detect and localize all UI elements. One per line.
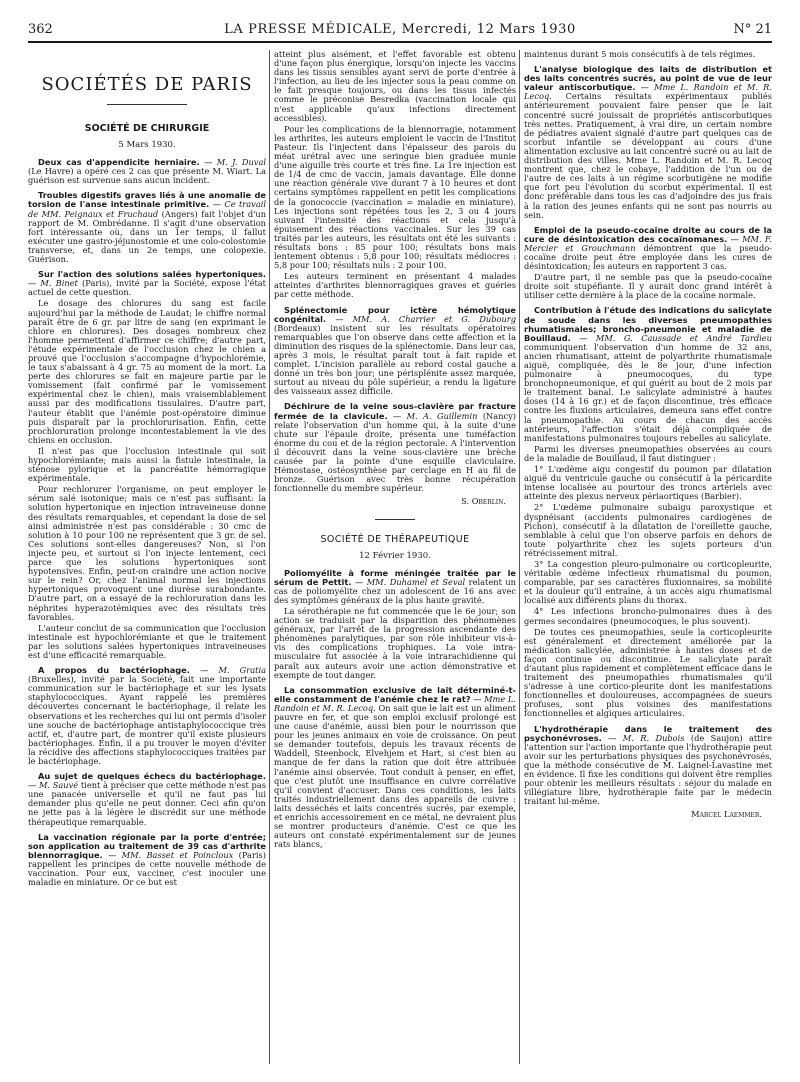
article-authors: — M. J. Duval — [204, 157, 266, 168]
article — [274, 686, 516, 850]
paragraph: maintenus durant 5 mois consécutifs à de tels régimes. — [524, 50, 756, 59]
paragraph: La sérothérapie ne fut commencée que le 6e jour; son action se traduisit par la disparition des phénomènes généraux, par l'arrêt de la progression ascendante des phénomènes paralytiques, par son rôle inhibiteur vis-à-vis des complications trophiques. La voie intra-musculaire fut associée à la voie intrarachidienne qui paraît aux auteurs avoir une action démonstrative et exempte de tout danger. — [274, 605, 516, 680]
issue-number: N° 21 — [733, 22, 772, 37]
session-date: 12 Février 1930. — [359, 550, 431, 561]
article-authors: — Ce travail de MM. Peignaux et Fruchaud — [28, 199, 266, 219]
section-title: SOCIÉTÉ DE CHIRURGIE — [84, 123, 210, 134]
article-body: (Paris) rappellent les principes de cette nouvelle méthode de vaccination. Pour eux, vacciner, c'est inoculer une maladie en miniature. Or ce but est — [28, 849, 266, 888]
signature: Marcel Laemmer. — [691, 809, 762, 820]
article-title: L'analyse biologique des laits de distribution et des laits concentrés sucrés, au point de vue de leur valeur antiscorbutique. — [524, 64, 772, 93]
article-authors: — MM. G. Caussade et André Tardieu — [579, 332, 772, 343]
paragraph: Il n'est pas que l'occlusion intestinale qui soit hypochlorémiante; mais aussi la fistule intestinale, la sténose pylorique et la pancréatite hémorragique expérimentale. — [28, 445, 266, 484]
list-item: 2° L'œdème pulmonaire subaigu paroxystique et dyspnéisant (accidents pulmonaires cardiogènes de Pichon), consécutif à la dilatation de l'oreillette gauche, semblable à celui que l'on observe parfois en dehors de toute polyarthrite chez les sujets porteurs d'un rétrécissement mitral. — [524, 502, 772, 558]
article-body: tient à préciser que cette méthode n'est pas une panacée universelle et qu'il ne faut pas lui demander plus qu'elle ne peut donner. Ceci afin qu'on ne jette pas à la légère le discrédit sur une méthode thérapeutique remarquable. — [28, 780, 266, 827]
article-authors: — M. Gratia — [200, 665, 266, 676]
article-body: (Angers) fait l'objet d'un rapport de M. Ombrédanne. Il s'agit d'une observation fort intéressante où, dans un 1er temps, il fallut exécuter une gastro-jéjunostomie et une colo-colostomie transverse, et, dans un 2e temps, une colopexie. Guérison. — [28, 208, 266, 265]
paragraph: Pour les complications de la blennorragie, notamment les arthrites, les auteurs emploient le vaccin de l'Institut Pasteur. Ils l'injectent dans l'épaisseur des parois du méat urétral avec une seringue bien graduée munie d'une aiguille très courte et très fine. La 1re injection est de 1/4 de cmc de vaccin, jamais davantage. Elle donne une réaction générale vive durant 7 à 10 heures et dont certains symptômes rappellent en petit les complications de la gonococcie (vaccination = maladie en miniature). Les injections sont répétées tous les 2, 3 ou 4 jours suivant l'intensité des réactions et cela jusqu'à épuisement des réactions vaccinales. Sur les 39 cas traités par les auteurs, les résultats ont été les suivants : résultats bons : 85 pour 100; résultats bons mais lentement obtenus : 5,8 pour 100; résultats médiocres : 5,8 pour 100; résultats nuls : 2 pour 100. — [274, 123, 516, 271]
article-body: (Nancy) relate l'observation d'un homme qui, à la suite d'une chute sur l'épaule droite, présenta une tuméfaction énorme du cou et de la région pectorale. A l'intervention il découvrit dans la veine sous-clavière une brèche causée par la pointe d'une esquille claviculaire. Hémostase, ostéosynthèse par cerclage en H au fil de bronze. Guérison avec très bonne récupération fonctionnelle du membre supérieur. — [274, 410, 516, 494]
page-header — [28, 20, 772, 40]
list-item: 3° La congestion pleuro-pulmonaire ou corticopleurite, véritable œdème infectieux rhumatismal du poumon, comparable, par ses caractères fluxionnaires, sa mobilité et la douleur qu'il entraîne, à un accès aigu rhumatismal localisé aux différents plans du thorax. — [524, 558, 772, 606]
title-rule — [107, 104, 187, 105]
article-authors: — MM. A. Charrier et G. Dubourg — [335, 313, 516, 324]
article — [524, 65, 772, 220]
article-authors: — MM. F. Mercier et Grouchmann — [524, 233, 772, 253]
article-authors: — MM. Duhamel et Seval — [354, 576, 466, 587]
article-title: Splénectomie pour ictère hémolytique congénital. — [274, 304, 516, 324]
article-authors: — M. R. Dubois — [608, 732, 685, 743]
section-title: SOCIÉTÉ DE THÉRAPEUTIQUE — [320, 533, 470, 545]
article-body: Certains résultats expérimentaux publiés antérieurement pouvaient faire penser que le lait concentré sucré jouissait de propriétés antiscorbutiques très nettes. Pratiquement, à vrai dire, un certain nombre de pédiatres avaient signalé d'autre part quelques cas de scorbut infantile se développant au cours d'une alimentation exclusive au lait concentré sucré ou au lait de distribution des villes. Mme L. Randoin et M. R. Lecoq montrent que, chez le cobaye, l'addition de l'un ou de l'autre de ces laits à un régime scorbutigène ne modifie que fort peu l'évolution du scorbut expérimental. Il est donc préférable dans tous les cas d'adjoindre des jus frais à la ration des jeunes enfants qui ne sont pas nourris au sein. — [524, 91, 772, 220]
paragraph: Les auteurs terminent en présentant 4 malades atteintes d'arthrites blennorragiques graves et guéries par cette méthode. — [274, 271, 516, 300]
article — [274, 569, 516, 605]
main-title: SOCIÉTÉS DE PARIS — [41, 74, 253, 95]
article-body: On sait que le lait est un aliment pauvre en fer, et que son emploi exclusif prolongé est une cause d'anémie, aussi bien pour le nourrisson que pour les jeunes animaux en voie de croissance. On peut se demander toutefois, depuis les travaux récents de Waddell, Steenbock, Elvehjem et Hart, si c'est bien au manque de fer dans la ration que doit être attribuée l'anémie ainsi observée. Tout conduit à penser, en effet, que c'est plutôt une insuffisance en cuivre corrélative qu'il convient d'accuser. Dans ces conditions, les laits traités industriellement dans des appareils de cuivre : laits desséchés et laits concentrés sucrés, par exemple, et enrichis accessoirement en ce métal, ne devraient plus se montrer producteurs d'anémie. C'est ce que les auteurs ont constaté expérimentalement sur de jeunes rats blancs, — [274, 702, 516, 850]
signature: S. Oberlin. — [461, 496, 506, 507]
article-body: relatent un cas de poliomyélite chez un adolescent de 16 ans avec des symptômes généraux de la plus haute gravité. — [274, 576, 516, 605]
article-title: A propos du bactériophage. — [38, 665, 190, 676]
article-title: La vaccination régionale par la porte d'entrée; son application au traitement de 39 cas d'arthrite blennorragique. — [28, 831, 266, 860]
column-separator — [519, 50, 520, 1064]
article-authors: — Mme L. Randoin et M. R. Lecoq. — [524, 82, 772, 102]
column-2 — [274, 50, 516, 1064]
paragraph: Parmi les diverses pneumopathies observées au cours de la maladie de Bouillaud, il faut distinguer : — [524, 443, 772, 463]
list-item: 1° L'œdème aigu congestif du poumon par dilatation aiguë du ventricule gauche ou consécutif à la péricardite intense localisée au pourtour des troncs artériels avec atteinte des plexus nerveux périaortiques (Barbier). — [524, 464, 772, 502]
paragraph: atteint plus aisément, et l'effet favorable est obtenu d'une façon plus énergique, lorsqu'on injecte les vaccins dans les tissus sensibles ayant servi de porte d'entrée à l'infection, au lieu de les injecter sous la peau comme on le fait presque toujours, ou dans les tissus infectés comme le préconise Besredka (vaccination locale qui n'est applicable qu'aux infections directement accessibles). — [274, 50, 516, 123]
article-authors: — M. Sauvé — [28, 780, 79, 791]
column-3 — [524, 50, 772, 1064]
article-title: Contribution à l'étude des indications du salicylate de soude dans les diverses pneumopathies rhumatismales; broncho-pneumonie et maladie de Bouillaud. — [524, 305, 772, 343]
article-body: (Bordeaux) insistent sur les résultats opératoires remarquables que l'on observe dans cette affection et la diminution des risques de la splénectomie. Dans leur cas, après 3 mois, le résultat paraît tout à fait rapide et complet. L'incision parallèle au rebord costal gauche a donné un très bon jour; une périsplénite assez marquée, surtout au niveau du pôle supérieur, a rendu la ligature des vaisseaux assez difficile. — [274, 322, 516, 397]
article-authors: — M. Binet — [28, 278, 78, 289]
paragraph: Pour rechlorurer l'organisme, on peut employer le sérum salé isotonique; mais ce n'est pas suffisant: la solution hypertonique en injection intraveineuse donne des résultats remarquables, et cependant la dose de sel ainsi administrée n'est pas considérable : 30 cmc de solution à 10 pour 100 ne représentent que 3 gr. de sel. Ces solutions sont-elles dangereuses? Non, si l'on injecte peu, et surtout si l'on injecte lentement, ceci parce que les solutions hypertoniques sont hypotensives. Enfin, peut-on craindre une action nocive sur le rein? Or, chez l'animal normal les injections hypertoniques provoquent une diurèse surabondante. D'autre part, on a essayé de la rechloruration dans les néphrites hyperazotémiques avec des résultats très favorables. — [28, 484, 266, 622]
article-authors: — M. A. Guillemin — [392, 410, 478, 421]
article — [524, 725, 772, 807]
article-title: Deux cas d'appendicite herniaire. — [38, 157, 200, 168]
article-title: L'hydrothérapie dans le traitement des psychonévroses. — [524, 723, 772, 743]
article — [28, 191, 266, 264]
column-1 — [28, 50, 266, 1064]
article — [524, 226, 772, 271]
article — [274, 306, 516, 397]
paragraph: De toutes ces pneumopathies, seule la corticopleurite est généralement et directement améliorée par la médication salicylée, administrée à hautes doses et de façon continue ou discontinue. Le salicylate paraît d'autant plus rapidement et complètement efficace dans le traitement des pneumopathies rhumatismales qu'il s'adresse à une cortico-pleurite dont les manifestations fonctionnelles et douloureuses, accompagnées de sueurs profuses, sont plus voisines des manifestations fonctionnelles et algiques articulaires. — [524, 626, 772, 719]
column-separator — [269, 50, 270, 1064]
article — [28, 772, 266, 827]
article-body: démontrent que la pseudo-cocaïne droite peut être employée dans les cures de désintoxication; les auteurs en rapportent 3 cas. — [524, 242, 772, 272]
paragraph: Le dosage des chlorures du sang est facile aujourd'hui par la méthode de Laudat; le chiffre normal paraît être de 6 gr. par litre de sang (en exprimant le chlore en chlorures). Des dosages nombreux chez l'homme permettent d'affirmer ce chiffre; d'autre part, l'étude expérimentale de l'occlusion chez le chien a prouvé que l'occlusion s'accompagne d'hypochlorémie, le taux s'abaissant à 4 gr. 75 au moment de la mort. La perte des chlorures se fait en majeure partie par le vomissement (fait confirmé par le vomissement expérimental chez le chien), mais vraisemblablement aussi par des modifications tissulaires. D'autre part, l'auteur établit que l'anémie post-opératoire diminue puis disparaît par la prochlorurisation. Enfin, cette prochloruration prolonge incontestablement la vie des chiens en occlusion. — [28, 298, 266, 445]
paragraph: L'auteur conclut de sa communication que l'occlusion intestinale est hypochlorémiante et que le traitement par les solutions salées hypertoniques intraveineuses est d'une efficacité remarquable. — [28, 622, 266, 660]
article-title: Déchirure de la veine sous-clavière par fracture fermée de la clavicule. — [274, 401, 516, 421]
section-rule — [375, 519, 415, 520]
article-body: (Bruxelles), invité par la Société, fait une importante communication sur le bactériophage et sur les lysats staphylococciques. Ayant rappelé les premières découvertes concernant le bactériophage, il relate les observations et les recherches qui lui ont permis d'isoler une souche de bactériophage antistaphylococcique très actif, et, d'autre part, de montrer qu'il existe plusieurs bactériophages. Enfin, il a pu trouver le moyen d'éviter la récidive des affections staphylococciques traitées par le bactériophage. — [28, 674, 266, 766]
article-body: (Le Havre) a opéré ces 2 cas que présente M. Wiart. La guérison est survenue sans aucun incident. — [28, 166, 266, 186]
session-date: 5 Mars 1930. — [118, 140, 176, 150]
list-item: 4° Les infections broncho-pulmonaires dues à des germes secondaires (pneumocoques, le plus souvent). — [524, 606, 772, 626]
header-rule — [28, 41, 772, 43]
article — [28, 158, 266, 185]
page-number: 362 — [28, 22, 53, 37]
article — [524, 306, 772, 442]
article-authors: — MM. Basset et Poincloux — [108, 849, 234, 860]
article — [28, 666, 266, 766]
article-title: Poliomyélite à forme méningée traitée par le sérum de Pettit. — [274, 567, 516, 587]
article-authors: — Mme L. Randoin et M. R. Lecoq. — [274, 693, 516, 713]
article-title: Au sujet de quelques échecs du bactériophage. — [38, 771, 266, 782]
article-body: communiquent l'observation d'un homme de 32 ans, ancien rhumatisant, atteint de polyarthrite rhumatismale aiguë, compliquée, dès le 8e jour, d'une infection pulmonaire à pneumocoques, du type bronchopneumonique, et qui guérit au bout de 2 mois par le traitement banal. Le salicylate administré à hautes doses (14 à 16 gr.) et de façon discontinue, très efficace contre les fluxions articulaires, demeura sans effet contre la pneumopathie. Au cours de chacun des accès antérieurs, l'affection s'était déjà compliquée de manifestations pulmonaires toujours rebelles au salicylate. — [524, 341, 772, 443]
article — [274, 402, 516, 493]
article-title: Sur l'action des solutions salées hypertoniques. — [38, 269, 266, 280]
article-title: Troubles digestifs graves liés à une anomalie de torsion de l'anse intestinale primitive. — [28, 190, 266, 210]
journal-title: LA PRESSE MÉDICALE, Mercredi, 12 Mars 1930 — [224, 22, 576, 37]
article — [28, 270, 266, 297]
article-body: (Paris), invité par la Société, expose l'état actuel de cette question. — [28, 278, 266, 298]
article-title: La consommation exclusive de lait déterminé-t-elle constamment de l'anémie chez le rat? — [274, 684, 516, 704]
article — [28, 833, 266, 888]
article-title: Emploi de la pseudo-cocaïne droite au cours de la cure de désintoxication des cocaïnomanes. — [524, 224, 772, 244]
article-body: (de Saujon) attire l'attention sur l'action importante que l'hydrothérapie peut avoir sur les perturbations physiques des psychonévrosés, que la méthode consécutive de M. Laignel-Lavastine met en évidence. Il fixe les conditions qui doivent être remplies pour obtenir les meilleurs résultats : séjour du malade en villégiature libre, hydrothérapie faite par le médecin traitant lui-même. — [524, 732, 772, 807]
paragraph: D'autre part, il ne semble pas que la pseudo-cocaïne droite soit stupéfiante. Il y aurait donc grand intérêt à utiliser cette dernière à la place de la cocaïne normale. — [524, 272, 772, 301]
